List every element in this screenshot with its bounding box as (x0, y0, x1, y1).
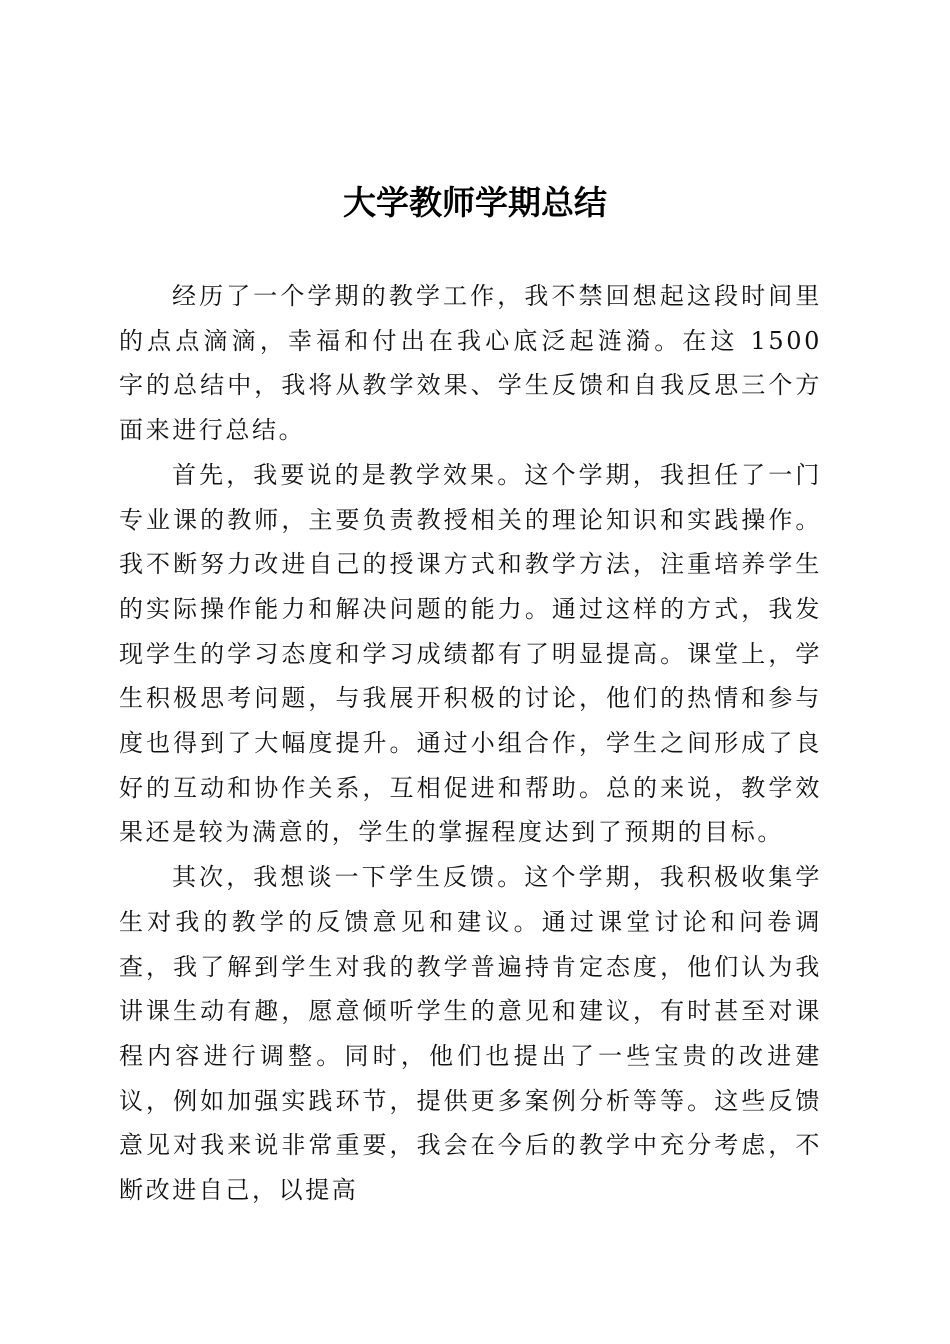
document-body (119, 274, 822, 1213)
paragraph-intro: 经历了一个学期的教学工作，我不禁回想起这段时间里的点点滴滴，幸福和付出在我心底泛起涟漪。在这 1500 字的总结中，我将从教学效果、学生反馈和自我反思三个方面来进行总结。 (119, 282, 822, 445)
paragraph-teaching-effect: 首先，我要说的是教学效果。这个学期，我担任了一门专业课的教师，主要负责教授相关的理论知识和实践操作。我不断努力改进自己的授课方式和教学方法，注重培养学生的实际操作能力和解决问题的能力。通过这样的方式，我发现学生的学习态度和学习成绩都有了明显提高。课堂上，学生积极思考问题，与我展开积极的讨论，他们的热情和参与度也得到了大幅度提升。通过小组合作，学生之间形成了良好的互动和协作关系，互相促进和帮助。总的来说，教学效果还是较为满意的，学生的掌握程度达到了预期的目标。 (119, 460, 822, 847)
document-title: 大学教师学期总结 (343, 183, 607, 222)
paragraph-student-feedback: 其次，我想谈一下学生反馈。这个学期，我积极收集学生对我的教学的反馈意见和建议。通过课堂讨论和问卷调查，我了解到学生对我的教学普遍持肯定态度，他们认为我讲课生动有趣，愿意倾听学生的意见和建议，有时甚至对课程内容进行调整。同时，他们也提出了一些宝贵的改进建议，例如加强实践环节，提供更多案例分析等等。这些反馈意见对我来说非常重要，我会在今后的教学中充分考虑，不断改进自己，以提高 (119, 863, 822, 1205)
